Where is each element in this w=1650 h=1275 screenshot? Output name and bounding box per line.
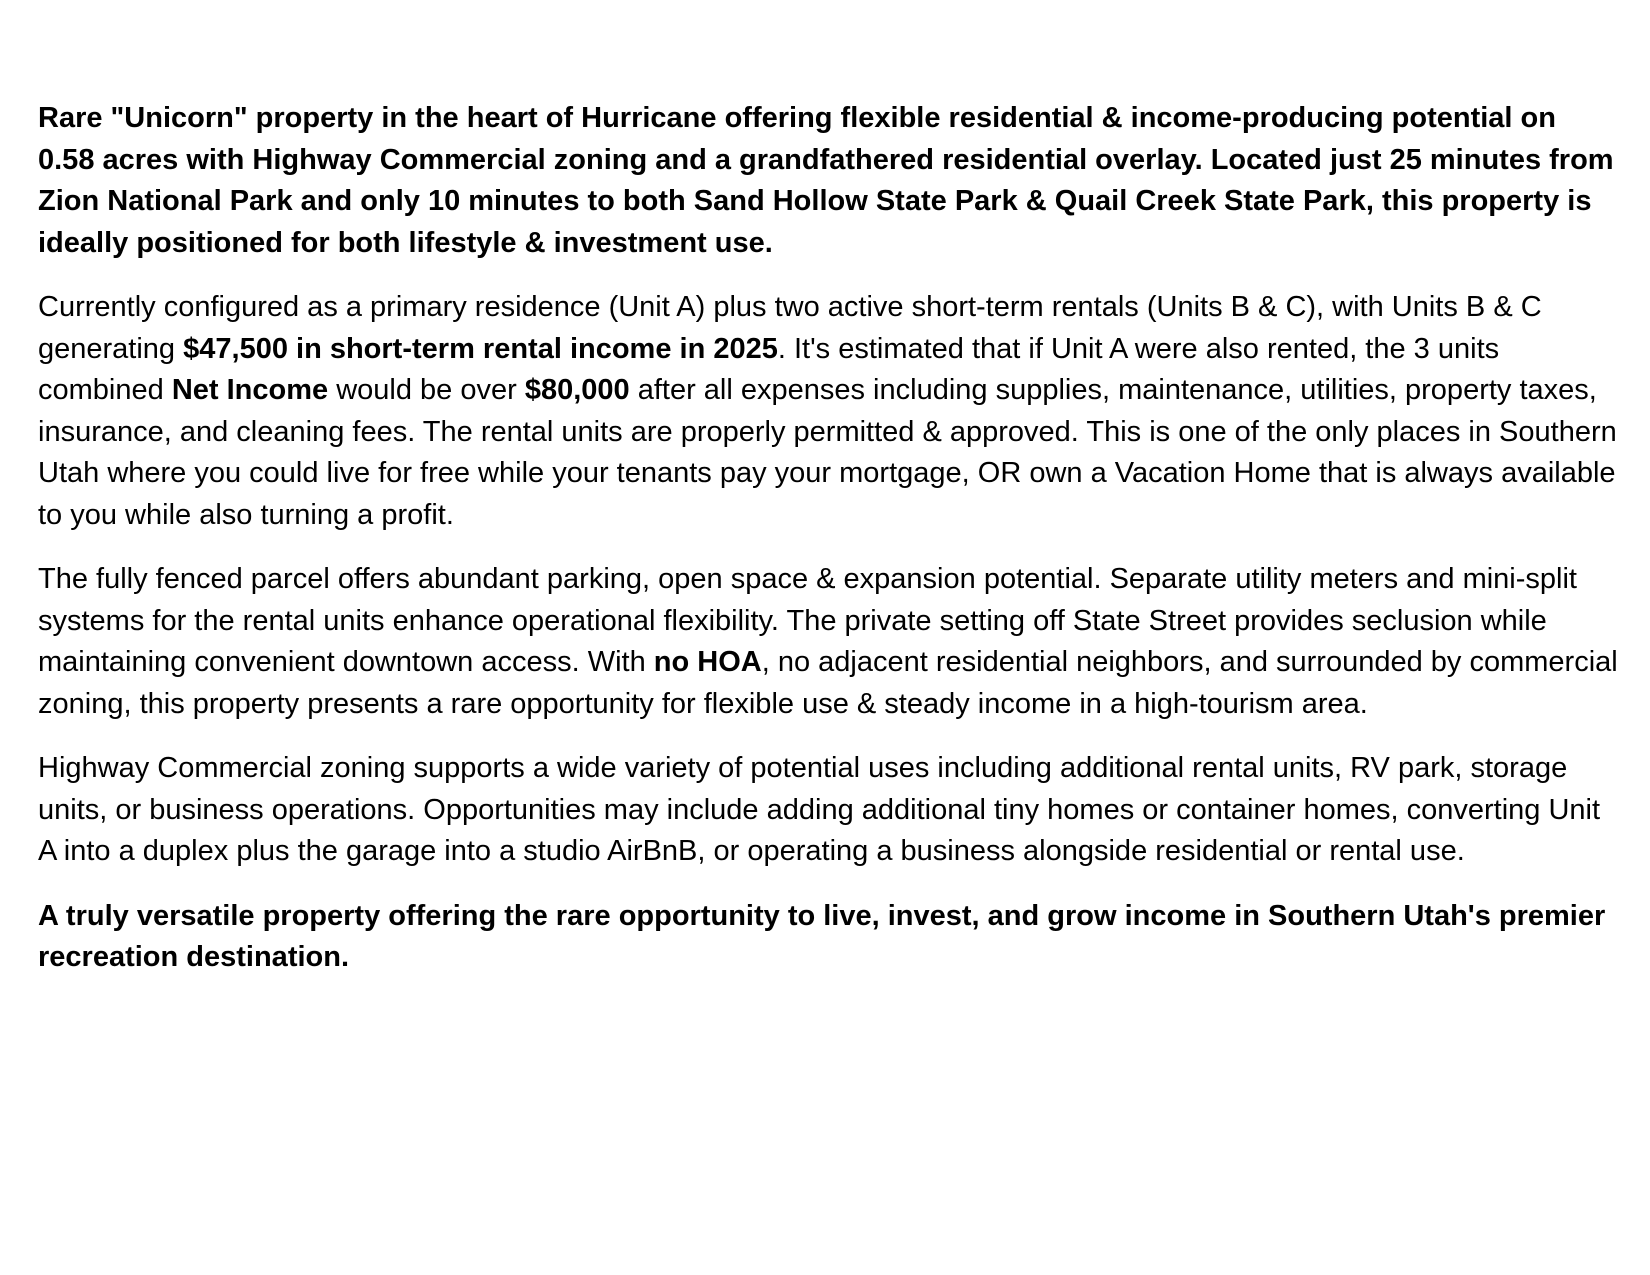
parcel-paragraph (38, 559, 1618, 725)
income-text-3: would be over (328, 374, 525, 406)
income-amount-highlight: $80,000 (524, 374, 630, 406)
listing-description (38, 98, 1618, 1002)
closing-paragraph: A truly versatile property offering the rare opportunity to live, invest, and grow income in Southern Utah's premier recreation destination. (38, 899, 1606, 973)
income-text-4: after all expenses including supplies, maintenance, utilities, property taxes, insurance, and cleaning fees. The rental units are properly permitted & approved. This is one of the only places in Southern Utah where you could live for free while your tenants pay your mortgage, OR own a Vacation Home that is always available to you while also turning a profit. (38, 374, 1617, 531)
zoning-paragraph: Highway Commercial zoning supports a wide variety of potential uses including additional rental units, RV park, storage units, or business operations. Opportunities may include adding additional tiny homes or container homes, converting Unit A into a duplex plus the garage into a studio AirBnB, or operating a business alongside residential or rental use. (38, 752, 1601, 867)
parcel-text-2: , no adjacent residential neighbors, and surrounded by commercial zoning, this property presents a rare opportunity for flexible use & steady income in a high-tourism area. (38, 646, 1618, 720)
income-text-1: Currently configured as a primary residence (Unit A) plus two active short-term rentals (Units B & C), with Units B & C generating (38, 291, 1542, 365)
no-hoa-highlight: no HOA (653, 646, 762, 678)
parcel-text-1: The fully fenced parcel offers abundant parking, open space & expansion potential. Separate utility meters and mini-split systems for the rental units enhance operational flexibility. The private setting off State Street provides seclusion while maintaining convenient downtown access. With (38, 563, 1577, 678)
income-paragraph (38, 287, 1618, 536)
income-text-2: . It's estimated that if Unit A were also rented, the 3 units combined (38, 332, 1500, 406)
net-income-highlight: Net Income (171, 374, 329, 406)
intro-paragraph: Rare "Unicorn" property in the heart of Hurricane offering flexible residential & income-producing potential on 0.58 acres with Highway Commercial zoning and a grandfathered residential overlay. Located just 25 minutes from Zion National Park and only 10 minutes to both Sand Hollow State Park & Quail Creek State Park, this property is ideally positioned for both lifestyle & investment use. (38, 102, 1614, 259)
rental-income-highlight: $47,500 in short-term rental income in 2025 (183, 332, 778, 365)
